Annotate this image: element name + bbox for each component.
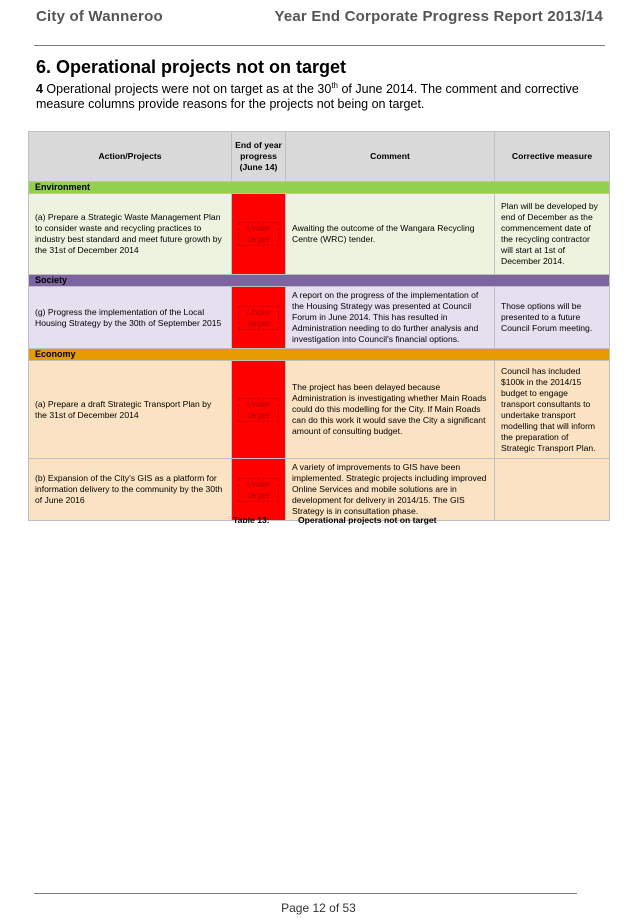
category-row-economy xyxy=(29,349,610,361)
action-cell: (a) Prepare a Strategic Waste Management Plan to consider waste and recycling practices to industry best standard and meet future growth by the 31st of December 2014 xyxy=(29,194,232,275)
table-row xyxy=(29,459,610,521)
table-row xyxy=(29,287,610,349)
category-label-economy: Economy xyxy=(29,349,610,361)
action-cell: (b) Expansion of the City's GIS as a platform for information delivery to the community by the 30th of June 2016 xyxy=(29,459,232,521)
header-divider xyxy=(34,45,605,46)
status-badge: Under target xyxy=(238,398,279,422)
header-comment: Comment xyxy=(286,132,495,182)
intro-count: 4 xyxy=(36,82,43,96)
intro-superscript: th xyxy=(331,80,338,90)
page-number: Page 12 of 53 xyxy=(281,901,356,915)
table-row xyxy=(29,361,610,459)
header-report-title: Year End Corporate Progress Report 2013/14 xyxy=(274,8,603,25)
action-cell: (g) Progress the implementation of the Local Housing Strategy by the 30th of September 2015 xyxy=(29,287,232,349)
comment-cell: Awaiting the outcome of the Wangara Recycling Centre (WRC) tender. xyxy=(286,194,495,275)
section-intro xyxy=(36,82,606,112)
status-badge: Under target xyxy=(238,306,279,330)
intro-text-a: Operational projects were not on target as at the 30 xyxy=(42,82,332,96)
caption-number: Table 13: xyxy=(233,515,270,525)
header-corrective-measure: Corrective measure xyxy=(495,132,610,182)
status-cell xyxy=(232,194,286,275)
corrective-cell: Those options will be presented to a future Council Forum meeting. xyxy=(495,287,610,349)
header-progress: End of year progress (June 14) xyxy=(232,132,286,182)
status-cell xyxy=(232,287,286,349)
corrective-cell xyxy=(495,459,610,521)
status-badge: Under target xyxy=(238,478,279,502)
section-title: 6. Operational projects not on target xyxy=(36,57,347,77)
corrective-cell: Plan will be developed by end of December as the commencement date of the recycling contractor will start at 1st of December 2014. xyxy=(495,194,610,275)
action-cell: (a) Prepare a draft Strategic Transport Plan by the 31st of December 2014 xyxy=(29,361,232,459)
caption-title: Operational projects not on target xyxy=(298,515,437,525)
header-action-projects: Action/Projects xyxy=(29,132,232,182)
corrective-cell: Council has included $100k in the 2014/15 budget to engage transport consultants to undertake transport modelling that will inform the preparation of Strategic Transport Plan. xyxy=(495,361,610,459)
status-cell xyxy=(232,361,286,459)
comment-cell: The project has been delayed because Administration is investigating whether Main Roads could do this modelling for the City. If Main Roads can do this work it would save the City a significant amount of consulting budget. xyxy=(286,361,495,459)
table-header-row xyxy=(29,132,610,182)
header-organization: City of Wanneroo xyxy=(36,8,163,25)
intro-text-b: of June 2014. The comment and corrective measure columns provide reasons for the projects not being on target. xyxy=(36,82,579,111)
projects-table xyxy=(28,131,610,521)
category-row-society xyxy=(29,275,610,287)
category-row-environment xyxy=(29,182,610,194)
comment-cell: A report on the progress of the implementation of the Housing Strategy was presented at Council Forum in June 2014. This has resulted in Administration needing to do further analysis and investigation into Council's financial options. xyxy=(286,287,495,349)
comment-cell: A variety of improvements to GIS have been implemented. Strategic projects including improved Online Services and mobile solutions are in development for delivery in 2014/15. The GIS Strategy is in consultation phase. xyxy=(286,459,495,521)
footer-divider xyxy=(34,893,577,894)
status-cell xyxy=(232,459,286,521)
status-badge: Under target xyxy=(238,222,279,246)
table-row xyxy=(29,194,610,275)
category-label-environment: Environment xyxy=(29,182,610,194)
category-label-society: Society xyxy=(29,275,610,287)
